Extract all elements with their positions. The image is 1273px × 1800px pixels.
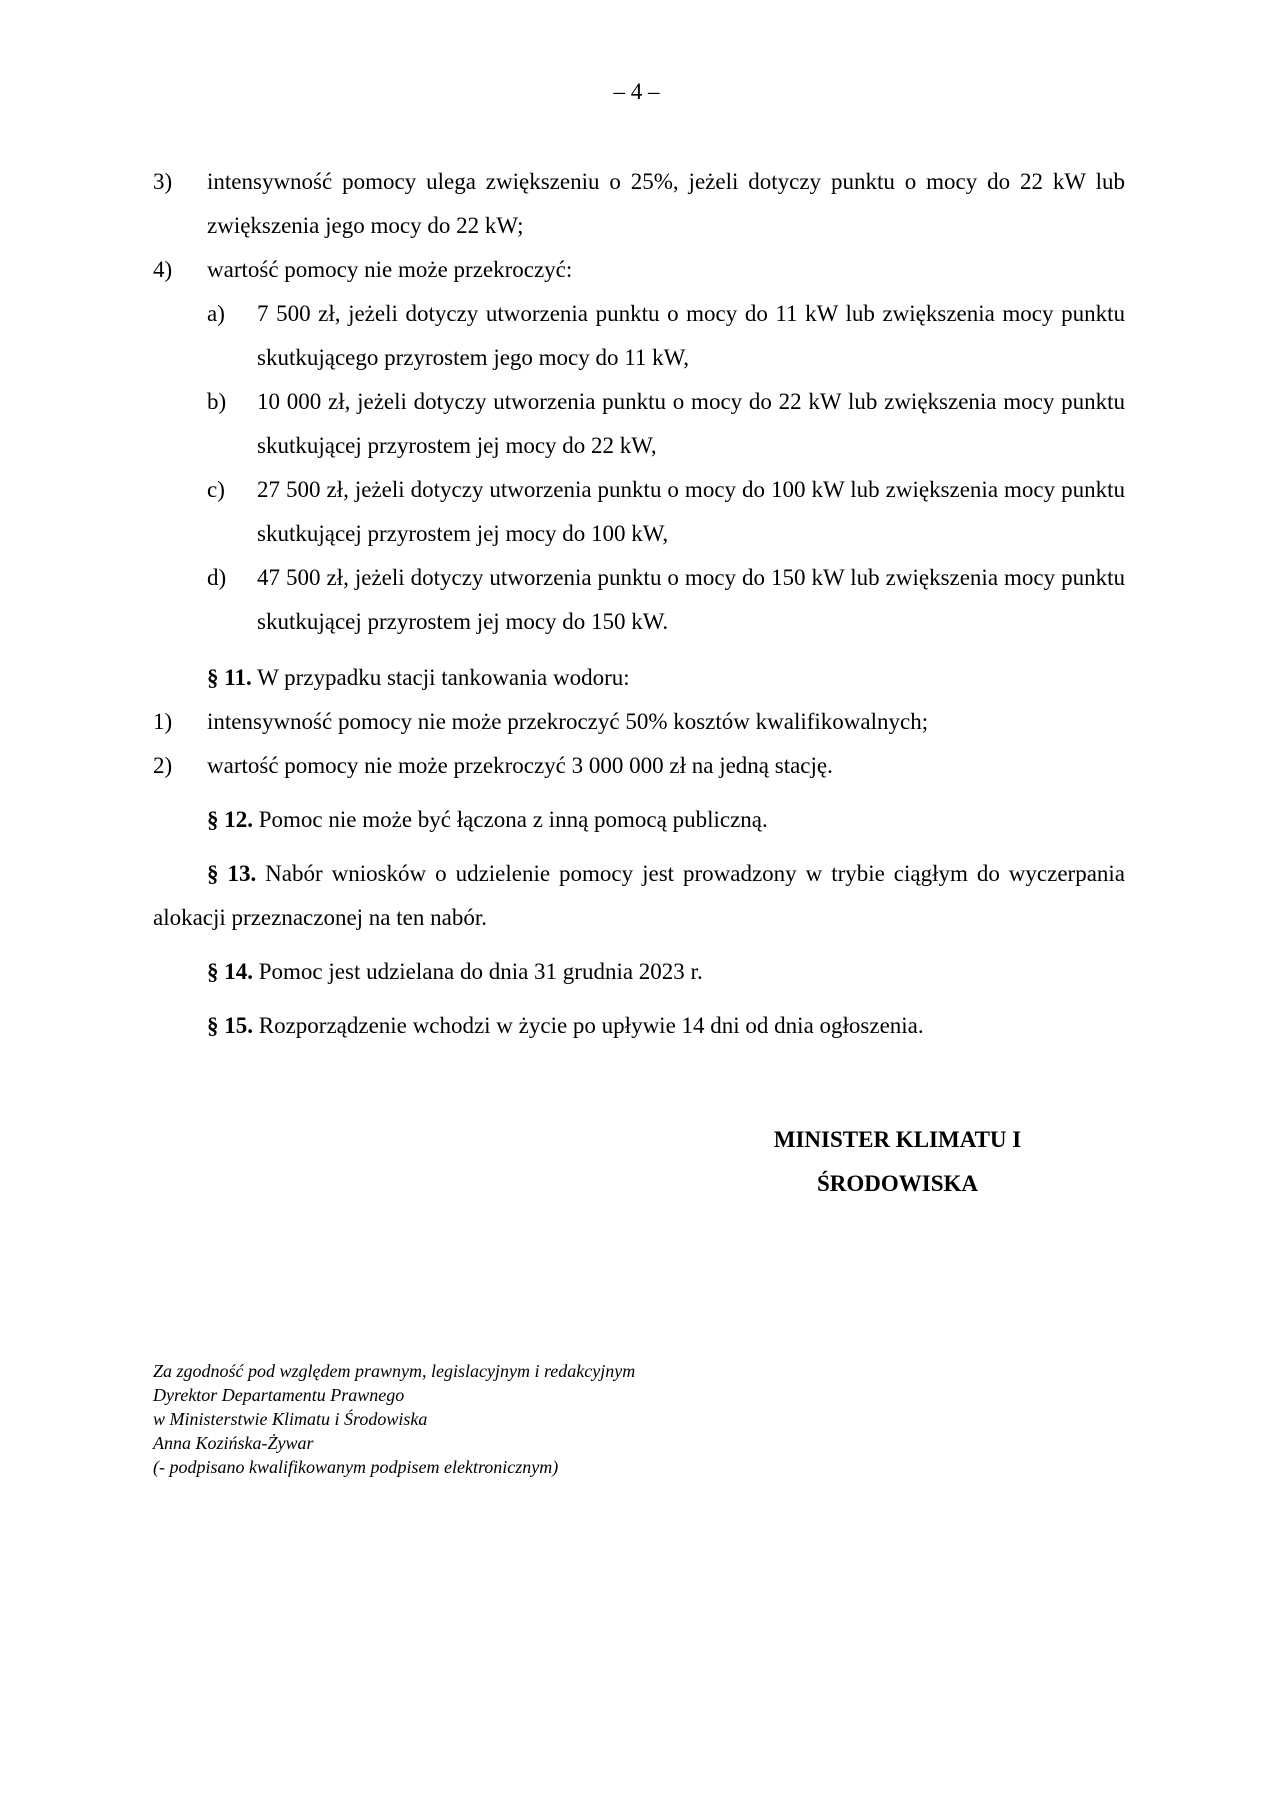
- section-label: § 15.: [207, 1013, 253, 1038]
- page-number: – 4 –: [613, 79, 660, 104]
- sub-item-d: [153, 556, 1125, 644]
- footer-line-5: (- podpisano kwalifikowanym podpisem elektronicznym): [153, 1457, 559, 1477]
- sub-item-b: [153, 380, 1125, 468]
- section-text: Rozporządzenie wchodzi w życie po upływie 14 dni od dnia ogłoszenia.: [253, 1013, 924, 1038]
- signature-line-1: MINISTER KLIMATU I: [773, 1127, 1022, 1152]
- sub-item-text: 10 000 zł, jeżeli dotyczy utworzenia punktu o mocy do 22 kW lub zwiększenia mocy punktu skutkującej przyrostem jej mocy do 22 kW,: [257, 389, 1125, 458]
- section-text: W przypadku stacji tankowania wodoru:: [251, 665, 630, 690]
- section-11-item-1: [153, 700, 1125, 744]
- sub-item-letter: b): [207, 389, 227, 414]
- section-text: Pomoc nie może być łączona z inną pomocą publiczną.: [253, 807, 768, 832]
- list-item-text: wartość pomocy nie może przekroczyć:: [207, 257, 573, 282]
- signature-block: [740, 1118, 1055, 1206]
- section-text: Nabór wniosków o udzielenie pomocy jest prowadzony w trybie ciągłym do wyczerpania alokacji przeznaczonej na ten nabór.: [153, 861, 1125, 930]
- footer-line-2: Dyrektor Departamentu Prawnego: [153, 1385, 405, 1405]
- list-item-number: 3): [153, 169, 173, 194]
- sub-item-text: 7 500 zł, jeżeli dotyczy utworzenia punktu o mocy do 11 kW lub zwiększenia mocy punktu skutkującego przyrostem jego mocy do 11 kW,: [257, 301, 1125, 370]
- section-label: § 14.: [207, 959, 253, 984]
- list-item-text: wartość pomocy nie może przekroczyć 3 000 000 zł na jedną stację.: [207, 753, 833, 778]
- list-item-number: 1): [153, 709, 173, 734]
- sub-item-c: [153, 468, 1125, 556]
- section-11-intro: [153, 656, 1125, 700]
- legal-approval-note: [153, 1359, 635, 1479]
- sub-item-text: 27 500 zł, jeżeli dotyczy utworzenia punktu o mocy do 100 kW lub zwiększenia mocy punktu skutkującej przyrostem jej mocy do 100 kW,: [257, 477, 1125, 546]
- section-13: [153, 852, 1125, 940]
- section-12: [153, 798, 1125, 842]
- section-11-item-2: [153, 744, 1125, 788]
- sub-item-letter: d): [207, 565, 227, 590]
- section-label: § 11.: [207, 665, 252, 690]
- document-body: [153, 160, 1125, 1048]
- footer-line-3: w Ministerstwie Klimatu i Środowiska: [153, 1409, 428, 1429]
- list-item-number: 2): [153, 753, 173, 778]
- section-text: Pomoc jest udzielana do dnia 31 grudnia 2023 r.: [253, 959, 703, 984]
- signature-line-2: ŚRODOWISKA: [816, 1171, 979, 1196]
- list-item-number: 4): [153, 257, 173, 282]
- section-label: § 12.: [207, 807, 253, 832]
- sub-item-text: 47 500 zł, jeżeli dotyczy utworzenia punktu o mocy do 150 kW lub zwiększenia mocy punktu skutkującej przyrostem jej mocy do 150 kW.: [257, 565, 1125, 634]
- footer-line-4: Anna Kozińska-Żywar: [153, 1433, 314, 1453]
- list-item-4: [153, 248, 1125, 292]
- sub-item-letter: c): [207, 477, 225, 502]
- sub-item-letter: a): [207, 301, 225, 326]
- list-item-3: [153, 160, 1125, 248]
- list-item-text: intensywność pomocy ulega zwiększeniu o 25%, jeżeli dotyczy punktu o mocy do 22 kW lub zwiększenia jego mocy do 22 kW;: [207, 169, 1125, 238]
- sub-item-a: [153, 292, 1125, 380]
- section-label: § 13.: [207, 861, 257, 886]
- footer-line-1: Za zgodność pod względem prawnym, legislacyjnym i redakcyjnym: [153, 1361, 636, 1381]
- list-item-text: intensywność pomocy nie może przekroczyć 50% kosztów kwalifikowalnych;: [207, 709, 929, 734]
- section-15: [153, 1004, 1125, 1048]
- section-14: [153, 950, 1125, 994]
